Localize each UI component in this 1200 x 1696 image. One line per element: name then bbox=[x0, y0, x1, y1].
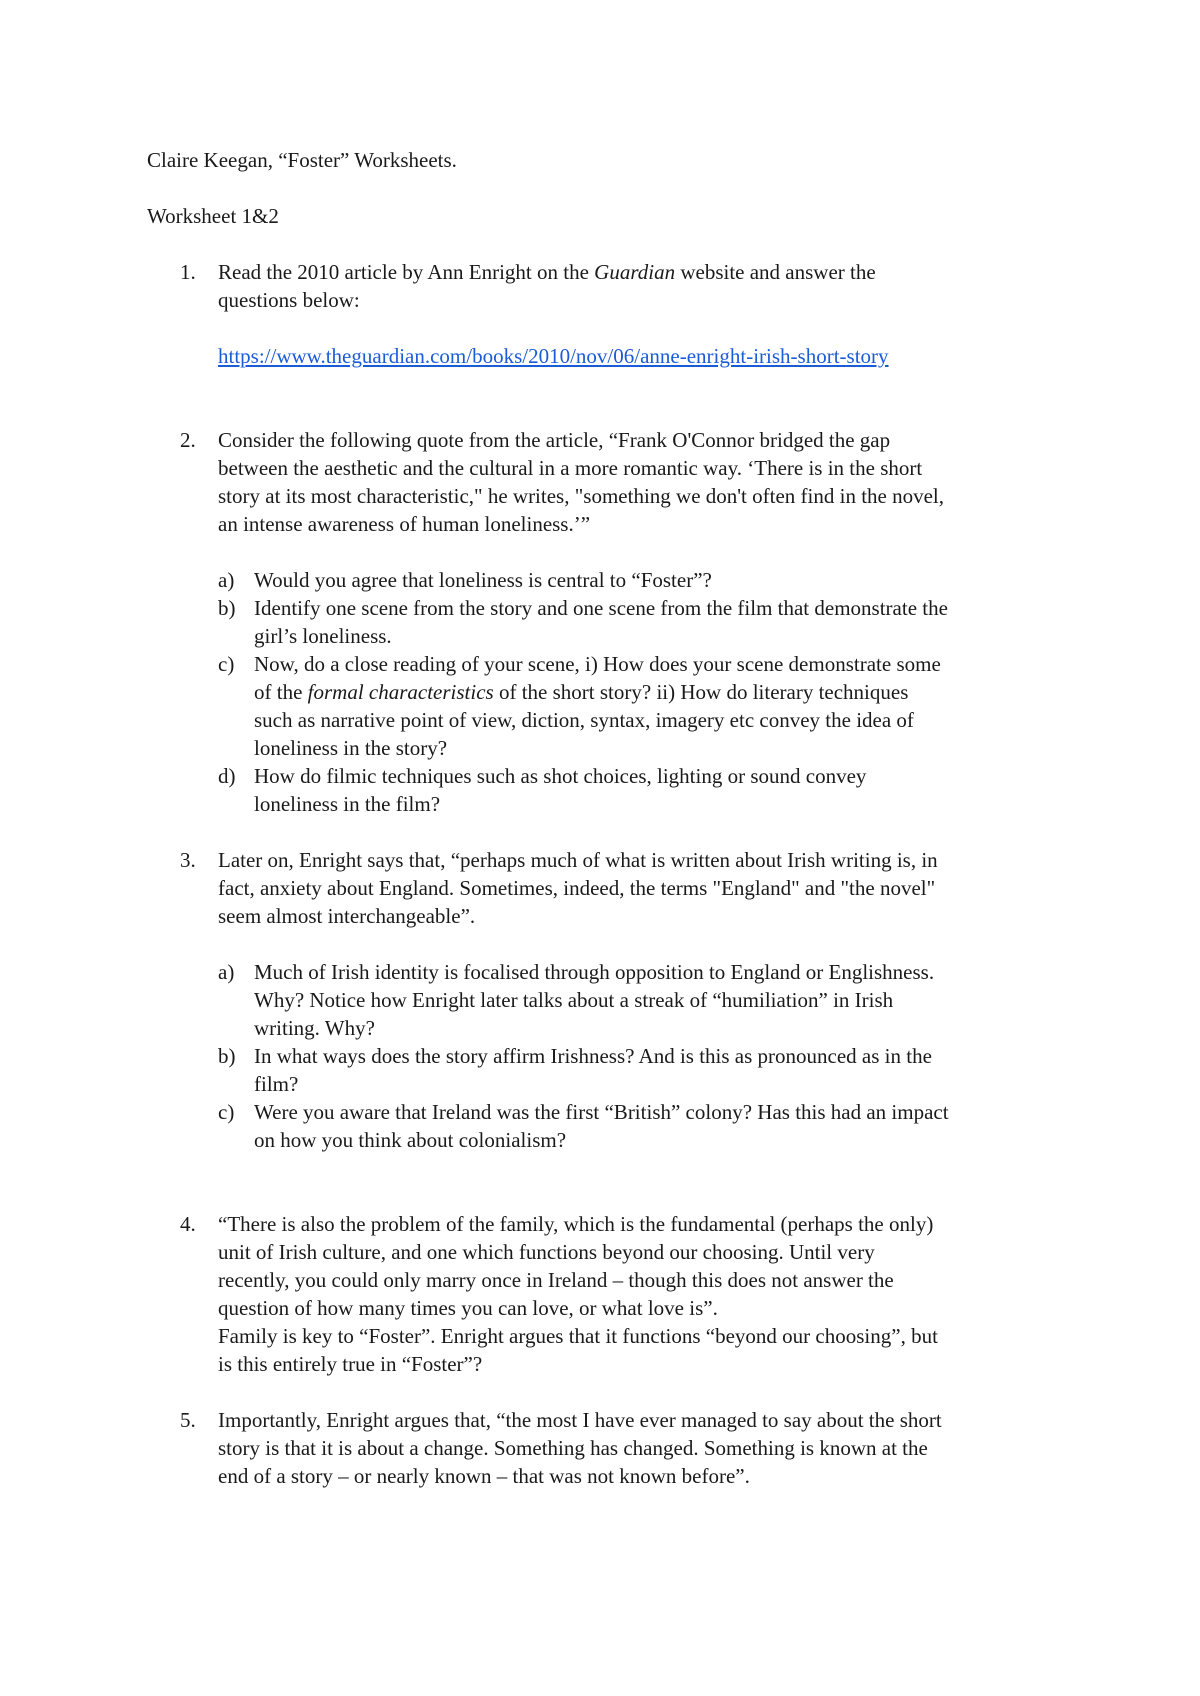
question-number: 1. bbox=[180, 260, 196, 284]
sub-question-line: Identify one scene from the story and one scene from the film that demonstrate the bbox=[254, 596, 948, 620]
sub-question-line: film? bbox=[254, 1072, 299, 1096]
question-number: 3. bbox=[180, 848, 196, 872]
question-line: between the aesthetic and the cultural in a more romantic way. ‘There is in the short bbox=[218, 456, 923, 480]
worksheet-heading: Worksheet 1&2 bbox=[147, 204, 279, 228]
question-body bbox=[218, 1406, 1078, 1490]
sub-question-line: on how you think about colonialism? bbox=[254, 1128, 567, 1152]
question-line: question of how many times you can love, or what love is”. bbox=[218, 1296, 718, 1320]
question-body bbox=[218, 846, 1078, 1154]
sub-question-letter: a) bbox=[218, 568, 235, 592]
question-line: end of a story – or nearly known – that was not known before”. bbox=[218, 1464, 750, 1488]
sub-question-line: Would you agree that loneliness is central to “Foster”? bbox=[254, 568, 712, 592]
question-line: questions below: bbox=[218, 288, 360, 312]
sub-question-b bbox=[218, 594, 1078, 650]
sub-question-line: Now, do a close reading of your scene, i) How does your scene demonstrate some bbox=[254, 652, 941, 676]
emphasized-term: formal characteristics bbox=[307, 680, 494, 704]
question-number: 4. bbox=[180, 1212, 196, 1236]
sub-question-line: How do filmic techniques such as shot choices, lighting or sound convey bbox=[254, 764, 867, 788]
sub-question-letter: b) bbox=[218, 596, 236, 620]
sub-question-text: of the bbox=[254, 680, 308, 704]
question-line: Family is key to “Foster”. Enright argues that it functions “beyond our choosing”, but bbox=[218, 1324, 938, 1348]
publication-name: Guardian bbox=[594, 260, 676, 284]
question-body bbox=[218, 426, 1078, 818]
sub-question-letter: a) bbox=[218, 960, 235, 984]
question-line: fact, anxiety about England. Sometimes, indeed, the terms "England" and "the novel" bbox=[218, 876, 936, 900]
question-line: story at its most characteristic," he writes, "something we don't often find in the novel, bbox=[218, 484, 945, 508]
sub-question-line: writing. Why? bbox=[254, 1016, 375, 1040]
question-text: website and answer the bbox=[675, 260, 876, 284]
sub-question-a bbox=[218, 958, 1078, 1042]
sub-question-line: Why? Notice how Enright later talks about a streak of “humiliation” in Irish bbox=[254, 988, 894, 1012]
sub-question-d bbox=[218, 762, 1078, 818]
question-line: “There is also the problem of the family, which is the fundamental (perhaps the only) bbox=[218, 1212, 934, 1236]
sub-question-line: loneliness in the story? bbox=[254, 736, 448, 760]
sub-question-letter: d) bbox=[218, 764, 236, 788]
sub-question-c bbox=[218, 1098, 1078, 1154]
sub-question-line bbox=[254, 678, 1078, 706]
sub-question-letter: c) bbox=[218, 652, 235, 676]
document-title: Claire Keegan, “Foster” Worksheets. bbox=[147, 148, 457, 172]
question-body bbox=[218, 258, 1078, 370]
question-line bbox=[218, 258, 1078, 286]
sub-question-b bbox=[218, 1042, 1078, 1098]
question-line: unit of Irish culture, and one which functions beyond our choosing. Until very bbox=[218, 1240, 875, 1264]
sub-question-text: of the short story? ii) How do literary techniques bbox=[493, 680, 909, 704]
question-line: recently, you could only marry once in Ireland – though this does not answer the bbox=[218, 1268, 894, 1292]
sub-question-line: girl’s loneliness. bbox=[254, 624, 392, 648]
question-number: 2. bbox=[180, 428, 196, 452]
question-line: is this entirely true in “Foster”? bbox=[218, 1352, 483, 1376]
sub-question-line: In what ways does the story affirm Irishness? And is this as pronounced as in the bbox=[254, 1044, 932, 1068]
question-number: 5. bbox=[180, 1408, 196, 1432]
question-line: seem almost interchangeable”. bbox=[218, 904, 476, 928]
question-line: Later on, Enright says that, “perhaps much of what is written about Irish writing is, in bbox=[218, 848, 938, 872]
question-body bbox=[218, 1210, 1078, 1378]
sub-question-line: loneliness in the film? bbox=[254, 792, 441, 816]
guardian-article-link[interactable]: https://www.theguardian.com/books/2010/nov/06/anne-enright-irish-short-story bbox=[218, 344, 889, 368]
sub-question-a bbox=[218, 566, 1078, 594]
sub-question-letter: b) bbox=[218, 1044, 236, 1068]
sub-question-line: Much of Irish identity is focalised through opposition to England or Englishness. bbox=[254, 960, 935, 984]
sub-question-c bbox=[218, 650, 1078, 762]
question-line: Consider the following quote from the article, “Frank O'Connor bridged the gap bbox=[218, 428, 891, 452]
sub-question-line: Were you aware that Ireland was the first “British” colony? Has this had an impact bbox=[254, 1100, 949, 1124]
sub-question-line: such as narrative point of view, diction, syntax, imagery etc convey the idea of bbox=[254, 708, 914, 732]
question-line: Importantly, Enright argues that, “the most I have ever managed to say about the short bbox=[218, 1408, 942, 1432]
question-line: an intense awareness of human loneliness.’” bbox=[218, 512, 591, 536]
question-text: Read the 2010 article by Ann Enright on the bbox=[218, 260, 595, 284]
question-line: story is that it is about a change. Something has changed. Something is known at the bbox=[218, 1436, 928, 1460]
sub-question-letter: c) bbox=[218, 1100, 235, 1124]
